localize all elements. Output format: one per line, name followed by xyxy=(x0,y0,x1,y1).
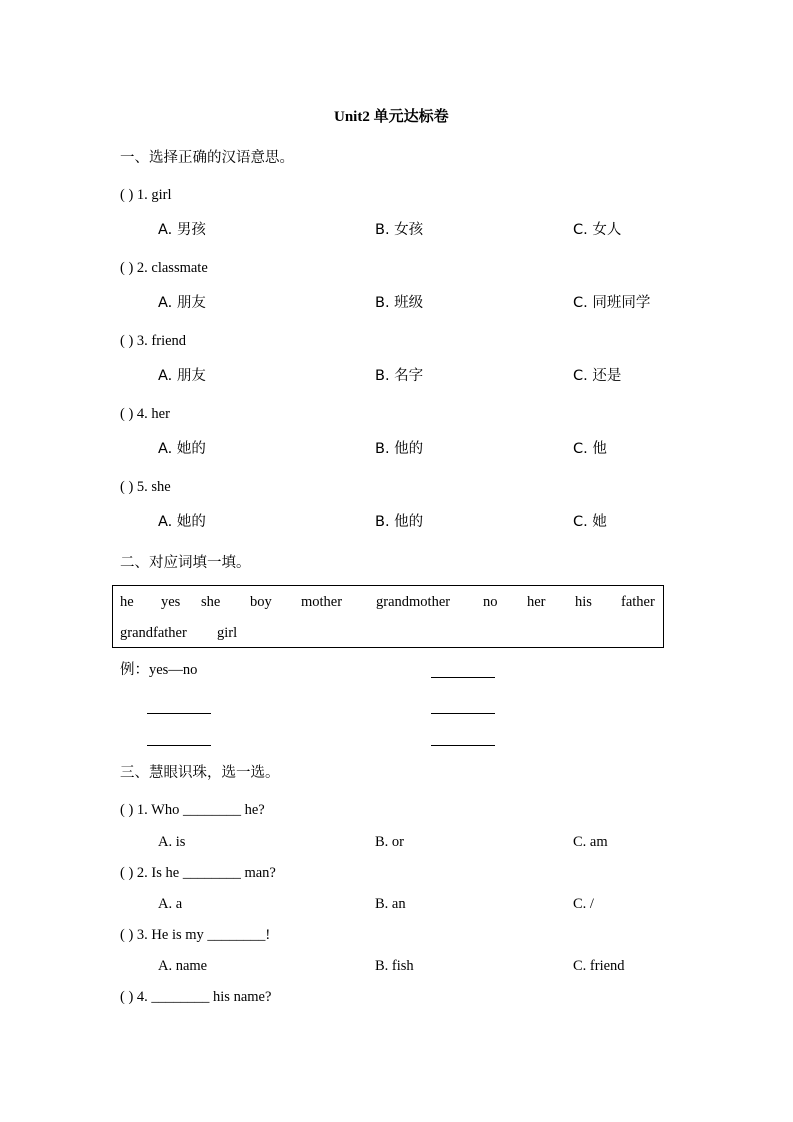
s1-q2-option-b: B. 班级 xyxy=(375,295,424,311)
s1-q1-option-a: A. 男孩 xyxy=(158,222,206,238)
s1-q4-option-a: A. 她的 xyxy=(158,441,206,457)
s3-q1-option-b: B. or xyxy=(375,834,404,850)
example-pair: 例：yes—no xyxy=(120,662,198,678)
s1-q5-option-c: C. 她 xyxy=(573,514,607,530)
s3-q2-option-c: C. / xyxy=(573,896,594,912)
section1-heading: 一、选择正确的汉语意思。 xyxy=(120,150,294,166)
s1-q2-stem: ( ) 2. classmate xyxy=(120,260,208,276)
word-bank-word: his xyxy=(575,594,592,610)
s1-q1-option-c: C. 女人 xyxy=(573,222,622,238)
s1-q4-option-b: B. 他的 xyxy=(375,441,424,457)
s3-q1-option-a: A. is xyxy=(158,834,186,850)
s3-q2-stem: ( ) 2. Is he ________ man? xyxy=(120,865,276,881)
section3-heading: 三、慧眼识珠，选一选。 xyxy=(120,765,280,781)
s1-q3-option-c: C. 还是 xyxy=(573,368,622,384)
section2-heading: 二、对应词填一填。 xyxy=(120,555,251,571)
s3-q3-option-c: C. friend xyxy=(573,958,625,974)
s3-q3-stem: ( ) 3. He is my ________! xyxy=(120,927,271,943)
s3-q1-stem: ( ) 1. Who ________ he? xyxy=(120,802,265,818)
s1-q5-option-a: A. 她的 xyxy=(158,514,206,530)
s3-q2-option-a: A. a xyxy=(158,896,183,912)
answer-blank[interactable] xyxy=(147,713,211,714)
s1-q2-option-c: C. 同班同学 xyxy=(573,295,651,311)
word-bank-word: boy xyxy=(250,594,272,610)
s1-q3-option-b: B. 名字 xyxy=(375,368,424,384)
s3-q3-option-a: A. name xyxy=(158,958,208,974)
answer-blank[interactable] xyxy=(431,713,495,714)
word-bank-word: grandfather xyxy=(120,625,187,641)
s1-q4-stem: ( ) 4. her xyxy=(120,406,170,422)
s3-q1-option-c: C. am xyxy=(573,834,608,850)
page-title: Unit2 单元达标卷 xyxy=(334,109,449,125)
word-bank-word: mother xyxy=(301,594,343,610)
word-bank-word: her xyxy=(527,594,546,610)
answer-blank[interactable] xyxy=(147,745,211,746)
s3-q2-option-b: B. an xyxy=(375,896,406,912)
s1-q4-option-c: C. 他 xyxy=(573,441,607,457)
word-bank-word: she xyxy=(201,594,221,610)
s1-q1-stem: ( ) 1. girl xyxy=(120,187,172,203)
word-bank-word: yes xyxy=(161,594,181,610)
s3-q4-stem: ( ) 4. ________ his name? xyxy=(120,989,272,1005)
s3-q3-option-b: B. fish xyxy=(375,958,414,974)
answer-blank[interactable] xyxy=(431,745,495,746)
s1-q3-stem: ( ) 3. friend xyxy=(120,333,187,349)
word-bank-word: grandmother xyxy=(376,594,451,610)
s1-q2-option-a: A. 朋友 xyxy=(158,295,206,311)
s1-q5-stem: ( ) 5. she xyxy=(120,479,171,495)
word-bank-word: no xyxy=(483,594,498,610)
word-bank-word: he xyxy=(120,594,134,610)
s1-q3-option-a: A. 朋友 xyxy=(158,368,206,384)
word-bank-word: father xyxy=(621,594,655,610)
s1-q1-option-b: B. 女孩 xyxy=(375,222,424,238)
s1-q5-option-b: B. 他的 xyxy=(375,514,424,530)
answer-blank[interactable] xyxy=(431,677,495,678)
word-bank-word: girl xyxy=(217,625,238,641)
